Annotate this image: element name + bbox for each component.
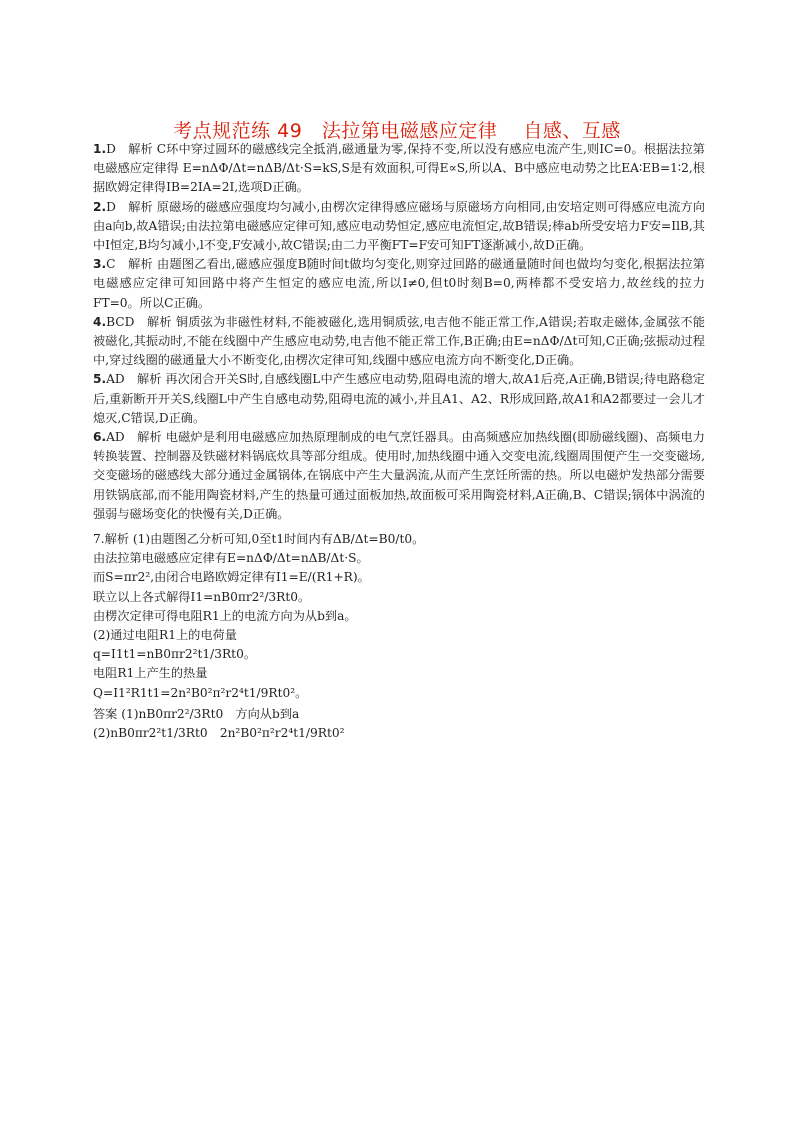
answer-content [93, 140, 705, 743]
q7-line-3: 而S=πr2²,由闭合电路欧姆定律有I1=E/(R1+R)。 [93, 570, 370, 585]
q7-line-6: (2)通过电阻R1上的电荷量 [93, 628, 237, 643]
q7-line-1: 7.解析 (1)由题图乙分析可知,0至t1时间内有ΔB/Δt=B0/t0。 [93, 532, 425, 547]
answer-text: BCD 解析 铜质弦为非磁性材料,不能被磁化,选用铜质弦,电吉他不能正常工作,A错误;若取走磁体,金属弦不能被磁化,其振动时,不能在线圈中产生感应电动势,电吉他不能正常工作,B正确;由E=nΔΦ/Δt可知,C正确;弦振动过程中,穿过线圈的磁通量大小不断变化,由楞次定律可知,线圈中感应电流方向不断变化,D正确。 [93, 314, 705, 368]
answer-text: D 解析 原磁场的磁感应强度均匀减小,由楞次定律得感应磁场与原磁场方向相同,由安培定则可得感应电流方向由a向b,故A错误;由法拉第电磁感应定律可知,感应电动势恒定,感应电流恒定,故B错误;棒ab所受安培力F安=IlB,其中I恒定,B均匀减小,l不变,F安减小,故C错误;由二力平衡FT=F安可知FT逐渐减小,故D正确。 [93, 199, 705, 253]
answer-text: D 解析 C环中穿过圆环的磁感线完全抵消,磁通量为零,保持不变,所以没有感应电流产生,则IC=0。根据法拉第电磁感应定律得 E=nΔΦ/Δt=nΔB/Δt·S=kS,S是有效面积,可得E∝S,所以A、B中感应电动势之比EA∶EB=1∶2,根据欧姆定律得IB=2IA=2I,选项D正确。 [93, 142, 705, 195]
answer-number: 3. [93, 257, 107, 272]
final-answer-1: 答案 (1)nB0πr2²/3Rt0 方向从b到a [93, 706, 300, 721]
page-title: 考点规范练 49 法拉第电磁感应定律 自感、互感 [173, 120, 621, 142]
answer-5 [93, 370, 705, 428]
answer-number: 1. [93, 142, 107, 156]
answer-text: AD 解析 电磁炉是利用电磁感应加热原理制成的电气烹饪器具。由高频感应加热线圈(即励磁线圈)、高频电力转换装置、控制器及铁磁材料锅底炊具等部分组成。使用时,加热线圈中通入交变电流,线圈周围便产生一交变磁场,交变磁场的磁感线大部分通过金属锅体,在锅底中产生大量涡流,从而产生烹饪所需的热。所以电磁炉发热部分需要用铁锅底部,而不能用陶瓷材料,产生的热量可通过面板加热,故面板可采用陶瓷材料,A正确,B、C错误;锅体中涡流的强弱与磁场变化的快慢有关,D正确。 [93, 430, 705, 521]
answer-text: C 解析 由题图乙看出,磁感应强度B随时间t做均匀变化,则穿过回路的磁通量随时间也做均匀变化,根据法拉第电磁感应定律可知回路中将产生恒定的感应电流,所以I≠0,但t0时刻B=0,两棒都不受安培力,故丝线的拉力FT=0。所以C正确。 [93, 257, 705, 310]
q7-line-5: 由楞次定律可得电阻R1上的电流方向为从b到a。 [93, 608, 357, 623]
answer-4 [93, 313, 705, 371]
answer-number: 5. [93, 372, 107, 387]
q7-line-7: q=I1t1=nB0πr2²t1/3Rt0。 [93, 647, 257, 662]
answer-number: 4. [93, 314, 107, 329]
answer-7 [93, 530, 705, 743]
answer-number: 6. [93, 430, 107, 445]
answer-6 [93, 428, 705, 524]
q7-line-9: Q=I1²R1t1=2n²B0²π²r2⁴t1/9Rt0²。 [93, 685, 308, 700]
answer-number: 7. [93, 532, 105, 547]
answer-3 [93, 255, 705, 313]
answer-1 [93, 140, 705, 198]
answer-text: AD 解析 再次闭合开关S时,自感线圈L中产生感应电动势,阻碍电流的增大,故A1后亮,A正确,B错误;待电路稳定后,重新断开开关S,线圈L中产生自感电动势,阻碍电流的减小,并且A1、A2、R形成回路,故A1和A2都要过一会儿才熄灭,C错误,D正确。 [93, 372, 705, 425]
answer-number: 2. [93, 199, 107, 214]
final-answer-2: (2)nB0πr2²t1/3Rt0 2n²B0²π²r2⁴t1/9Rt0² [93, 726, 345, 741]
q7-line-4: 联立以上各式解得I1=nB0πr2²/3Rt0。 [93, 589, 311, 604]
answer-2 [93, 198, 705, 256]
q7-line-8: 电阻R1上产生的热量 [93, 666, 208, 681]
q7-line-2: 由法拉第电磁感应定律有E=nΔΦ/Δt=nΔB/Δt·S。 [93, 551, 369, 566]
